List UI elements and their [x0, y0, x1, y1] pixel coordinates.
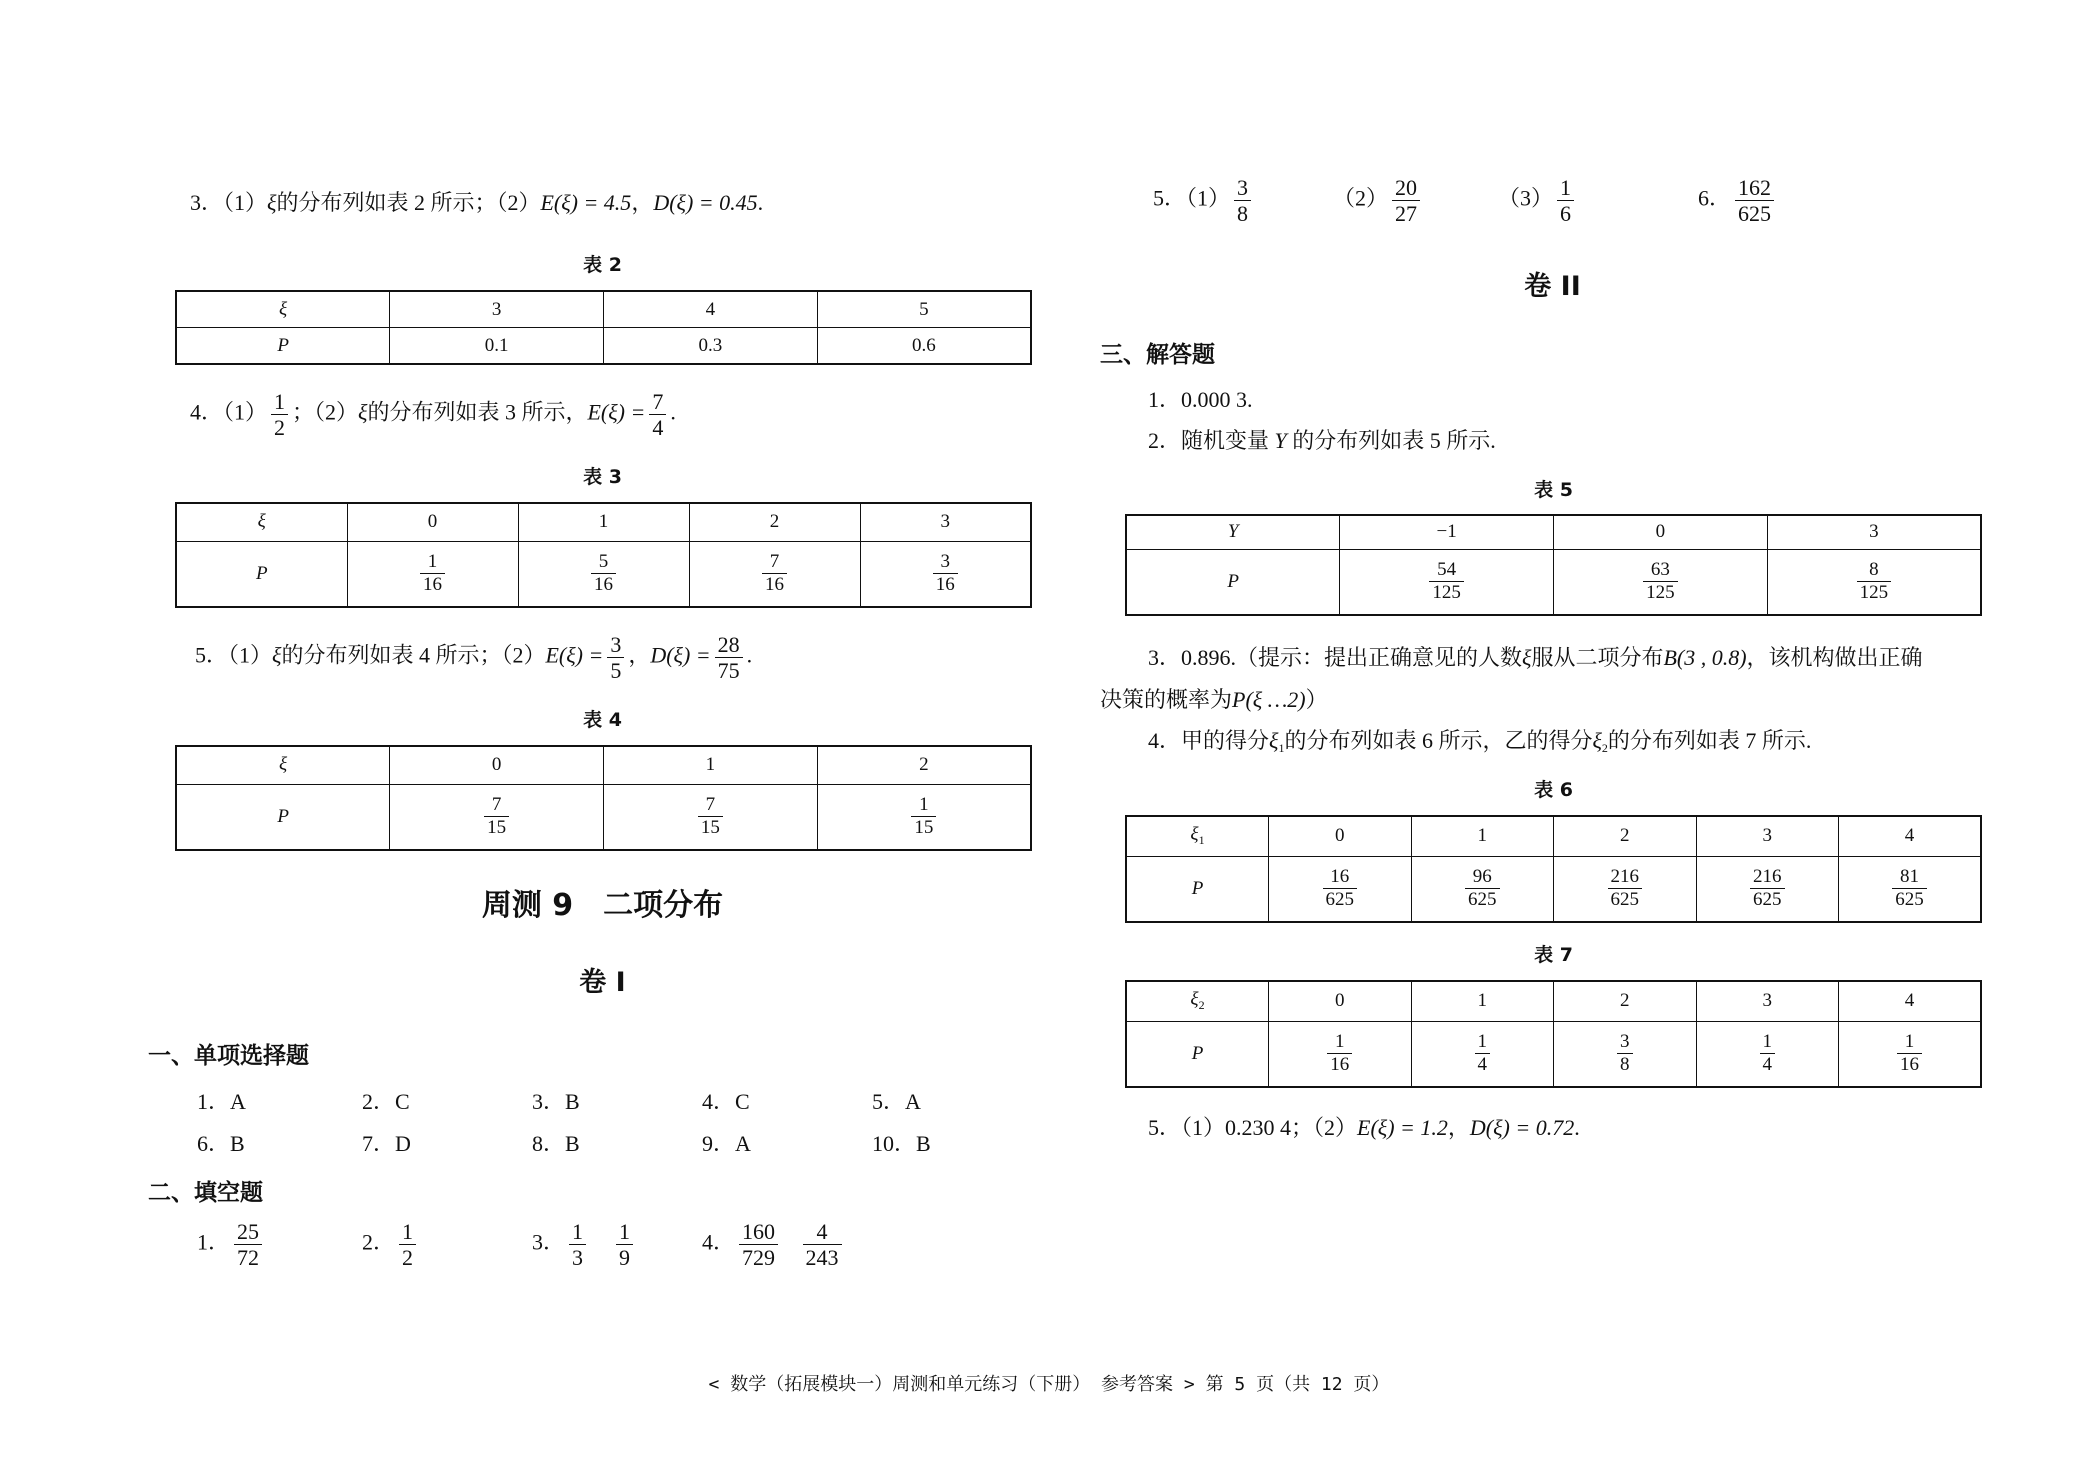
table-cell: [1340, 549, 1554, 615]
denominator: 6: [1560, 201, 1572, 227]
subscript: 2: [1601, 741, 1608, 755]
numerator: 7: [649, 390, 666, 415]
numerator: 1: [1557, 176, 1574, 201]
fraction: [1475, 1032, 1491, 1075]
numerator: 1: [271, 390, 288, 415]
item-text: ，该机构做出正确: [1746, 645, 1923, 670]
fraction: [1429, 560, 1464, 603]
table-cell: −1: [1340, 515, 1554, 549]
var-xi: ξ: [272, 642, 282, 668]
list-item: [362, 1220, 532, 1269]
item-prefix: 4．: [702, 1229, 736, 1255]
fraction: [1327, 1032, 1352, 1075]
item-prefix: 2．: [362, 1229, 396, 1255]
denominator: 5: [610, 658, 622, 684]
week-title: 周测 9 二项分布: [481, 888, 724, 923]
subscript: 2: [1198, 998, 1205, 1013]
variance: D(ξ) =: [650, 642, 711, 668]
section-solutions: 三、解答题: [1100, 342, 1215, 368]
denominator: 8: [1620, 1054, 1630, 1076]
table-cell: 3: [1696, 816, 1839, 856]
item-prefix: 3．: [532, 1229, 566, 1255]
table-cell: 2: [689, 503, 860, 541]
table-cell: [860, 541, 1031, 607]
fraction: [1750, 867, 1785, 910]
fraction: [1323, 867, 1358, 910]
answer-5-line: [195, 633, 752, 682]
answer-4-line: [190, 390, 676, 439]
fraction: [739, 1220, 778, 1269]
table-row: [1126, 981, 1981, 1021]
var-xi: ξ: [1522, 645, 1532, 670]
item-text: 5．（1）0.230 4；（2）: [1148, 1115, 1358, 1140]
table5: [1125, 514, 1982, 616]
fraction: [1760, 1032, 1776, 1075]
table-cell: [347, 541, 518, 607]
table4-caption: 表 4: [583, 709, 622, 731]
table-cell: [1411, 1021, 1554, 1087]
list-item: [532, 1220, 702, 1269]
table-cell: [1126, 816, 1269, 856]
var-xi-1: ξ: [1269, 728, 1279, 753]
numerator: 20: [1392, 176, 1420, 201]
numerator: 7: [698, 795, 723, 817]
item-text: ；（2）: [292, 399, 359, 425]
denominator: 625: [1610, 889, 1639, 911]
list-item: [1498, 176, 1698, 225]
separator: ，: [631, 190, 654, 215]
volume-2-heading: 卷 II: [1524, 271, 1581, 302]
solution-1: 1．0.000 3.: [1148, 387, 1253, 412]
period: .: [746, 642, 753, 668]
numerator: 160: [739, 1220, 778, 1245]
fraction: [271, 390, 288, 439]
numerator: 63: [1643, 560, 1678, 582]
solution-4: [1148, 726, 1811, 763]
fraction: [399, 1220, 416, 1269]
table-cell: [1554, 856, 1697, 922]
list-item: [1333, 176, 1498, 225]
table-cell: 0: [347, 503, 518, 541]
numerator: 3: [933, 552, 958, 574]
table-cell: [1696, 1021, 1839, 1087]
table-cell: 0: [1269, 981, 1412, 1021]
table-cell: 2: [1554, 816, 1697, 856]
numerator: 3: [607, 633, 624, 658]
fraction: [1643, 560, 1678, 603]
table-cell: [1696, 856, 1839, 922]
mc-answers-row-2: [197, 1127, 1047, 1158]
table-row: [176, 541, 1031, 607]
table-cell: [1839, 856, 1982, 922]
solution-3-line-2: [1100, 685, 1328, 715]
denominator: 125: [1432, 582, 1461, 604]
item-text: 的分布列如表 3 所示，: [367, 399, 588, 425]
table-cell: 4: [1839, 816, 1982, 856]
item-text: 的分布列如表 5 所示.: [1286, 428, 1496, 453]
probability-expr: P(ξ …2): [1232, 687, 1306, 712]
item-text: 2．随机变量: [1148, 428, 1275, 453]
denominator: 15: [487, 817, 507, 839]
table-cell: 5: [817, 291, 1031, 328]
numerator: 81: [1892, 867, 1927, 889]
table5-caption: 表 5: [1534, 479, 1573, 501]
subscript: 1: [1278, 741, 1285, 755]
numerator: 1: [1327, 1032, 1352, 1054]
fraction: [1892, 867, 1927, 910]
separator: ，: [1447, 1115, 1470, 1140]
var-xi: ξ: [358, 399, 368, 425]
denominator: 9: [619, 1245, 631, 1271]
table-cell: 0: [1554, 515, 1768, 549]
fraction: [1857, 560, 1892, 603]
table-cell: ξ: [176, 291, 390, 328]
fraction: [1897, 1032, 1922, 1075]
numerator: 28: [715, 633, 743, 658]
denominator: 16: [765, 574, 784, 596]
numerator: 1: [399, 1220, 416, 1245]
subscript: 1: [1198, 833, 1205, 848]
table-row: [1126, 515, 1981, 549]
volume-1-heading: 卷 I: [579, 967, 626, 998]
expectation: E(ξ) = 1.2: [1357, 1115, 1448, 1140]
fraction: [607, 633, 624, 682]
table-cell: ξ: [176, 503, 347, 541]
denominator: 625: [1738, 201, 1772, 227]
list-item: 4．C: [702, 1089, 750, 1114]
denominator: 75: [717, 658, 740, 684]
denominator: 2: [274, 415, 286, 441]
denominator: 2: [402, 1245, 414, 1271]
fraction: [1392, 176, 1420, 225]
period: .: [1574, 1115, 1580, 1140]
list-item: [1698, 176, 1838, 225]
var-xi: ξ: [1190, 824, 1199, 846]
denominator: 125: [1646, 582, 1675, 604]
table-cell: P: [176, 328, 390, 365]
denominator: 4: [1477, 1054, 1487, 1076]
expectation: E(ξ) = 4.5: [540, 190, 632, 215]
table-cell: [1126, 981, 1269, 1021]
table-row: [1126, 856, 1981, 922]
denominator: 15: [700, 817, 720, 839]
period: .: [757, 190, 764, 215]
fraction: [762, 552, 787, 595]
denominator: 625: [1895, 889, 1924, 911]
fraction: [616, 1220, 633, 1269]
table-cell: [390, 784, 604, 850]
table-row: [176, 784, 1031, 850]
numerator: 7: [762, 552, 787, 574]
table-cell: 3: [860, 503, 1031, 541]
item-text: 的分布列如表 6 所示，乙的得分: [1284, 728, 1593, 753]
section-single-choice: 一、单项选择题: [148, 1043, 309, 1069]
numerator: 1: [616, 1220, 633, 1245]
numerator: 1: [569, 1220, 586, 1245]
fraction: [1735, 176, 1774, 225]
section-fill-blank: 二、填空题: [148, 1180, 263, 1206]
list-item: 10．B: [872, 1131, 931, 1156]
numerator: 4: [803, 1220, 842, 1245]
table-cell: [1269, 856, 1412, 922]
item-text: 的分布列如表 4 所示；（2）: [281, 642, 546, 668]
table-cell: P: [1126, 1021, 1269, 1087]
item-prefix: （2）: [1333, 185, 1389, 211]
denominator: 3: [572, 1245, 584, 1271]
denominator: 125: [1859, 582, 1889, 604]
fraction: [234, 1220, 262, 1269]
variance: D(ξ) = 0.72: [1469, 1115, 1575, 1140]
item-prefix: 3．（1）: [190, 190, 268, 215]
item-text: 4．甲的得分: [1148, 728, 1270, 753]
denominator: 243: [805, 1245, 839, 1271]
table-cell: P: [176, 784, 390, 850]
table-cell: 1: [1411, 816, 1554, 856]
denominator: 16: [423, 574, 442, 596]
table-cell: Y: [1126, 515, 1340, 549]
mc-answers-row-1: [197, 1085, 1047, 1116]
table-row: [176, 291, 1031, 328]
table-row: [1126, 549, 1981, 615]
denominator: 4: [1762, 1054, 1772, 1076]
table-cell: 2: [1554, 981, 1697, 1021]
table-cell: 0.3: [604, 328, 818, 365]
item-text: ）: [1305, 687, 1328, 712]
table6: [1125, 815, 1982, 923]
denominator: 625: [1753, 889, 1782, 911]
fraction: [933, 552, 958, 595]
table7: [1125, 980, 1982, 1088]
table-cell: P: [176, 541, 347, 607]
table-cell: 3: [390, 291, 604, 328]
table-cell: [1839, 1021, 1982, 1087]
table7-caption: 表 7: [1534, 944, 1573, 966]
denominator: 4: [652, 415, 664, 441]
var-xi-2: ξ: [1592, 728, 1602, 753]
numerator: 16: [1323, 867, 1358, 889]
fraction: [484, 795, 509, 838]
solution-3-line-1: [1148, 643, 1923, 673]
numerator: 54: [1429, 560, 1464, 582]
table6-caption: 表 6: [1534, 779, 1573, 801]
table-cell: 3: [1696, 981, 1839, 1021]
item-prefix: 4．（1）: [190, 399, 268, 425]
fraction: [1608, 867, 1643, 910]
table-cell: 4: [1839, 981, 1982, 1021]
denominator: 8: [1237, 201, 1249, 227]
table-cell: P: [1126, 549, 1340, 615]
denominator: 27: [1395, 201, 1418, 227]
numerator: 7: [484, 795, 509, 817]
numerator: 3: [1617, 1032, 1633, 1054]
item-text: 的分布列如表 2 所示；（2）: [276, 190, 541, 215]
variance: D(ξ) = 0.45: [653, 190, 758, 215]
table-row: [176, 503, 1031, 541]
list-item: 6．B: [197, 1131, 245, 1156]
numerator: 1: [420, 552, 445, 574]
table-cell: [817, 784, 1031, 850]
table-cell: 4: [604, 291, 818, 328]
separator: ，: [628, 642, 651, 668]
table-cell: P: [1126, 856, 1269, 922]
numerator: 5: [591, 552, 616, 574]
table-cell: 2: [817, 746, 1031, 784]
numerator: 216: [1750, 867, 1785, 889]
fraction: [698, 795, 723, 838]
table-cell: 0.1: [390, 328, 604, 365]
numerator: 8: [1857, 560, 1892, 582]
item-text: 决策的概率为: [1100, 687, 1233, 712]
table-row: [1126, 1021, 1981, 1087]
fraction: [1465, 867, 1500, 910]
denominator: 15: [914, 817, 934, 839]
fraction: [649, 390, 666, 439]
table-cell: 1: [604, 746, 818, 784]
list-item: 3．B: [532, 1089, 580, 1114]
item-prefix: （3）: [1498, 185, 1554, 211]
solution-2: [1148, 426, 1496, 456]
table-row: [176, 746, 1031, 784]
numerator: 1: [1760, 1032, 1776, 1054]
denominator: 16: [935, 574, 955, 596]
fraction: [1617, 1032, 1633, 1075]
item-prefix: 5．（1）: [195, 642, 273, 668]
denominator: 625: [1325, 889, 1354, 911]
table-cell: [1411, 856, 1554, 922]
table-cell: [689, 541, 860, 607]
table-cell: 0.6: [817, 328, 1031, 365]
var-xi: ξ: [267, 190, 277, 215]
var-xi: ξ: [1190, 989, 1199, 1011]
fraction: [1234, 176, 1251, 225]
table-cell: ξ: [176, 746, 390, 784]
denominator: 16: [1900, 1054, 1919, 1076]
list-item: 7．D: [362, 1131, 411, 1156]
numerator: 1: [1897, 1032, 1922, 1054]
item-prefix: 6．: [1698, 185, 1732, 211]
fill-answers-row: [197, 1220, 1057, 1269]
fraction: [911, 795, 936, 838]
list-item: 2．C: [362, 1089, 410, 1114]
binomial-dist: B(3 , 0.8): [1663, 645, 1747, 670]
expectation: E(ξ) =: [545, 642, 604, 668]
page-footer: < 数学（拓展模块一）周测和单元练习（下册） 参考答案 > 第 5 页（共 12 页）: [708, 1374, 1390, 1395]
table-row: [1126, 816, 1981, 856]
numerator: 25: [234, 1220, 262, 1245]
answer-3-line: [190, 188, 763, 218]
numerator: 3: [1234, 176, 1251, 201]
table3-caption: 表 3: [583, 466, 622, 488]
table2-caption: 表 2: [583, 254, 622, 276]
fraction: [715, 633, 743, 682]
table-cell: 0: [1269, 816, 1412, 856]
table-cell: 0: [390, 746, 604, 784]
numerator: 162: [1735, 176, 1774, 201]
table-cell: [1269, 1021, 1412, 1087]
table-cell: [604, 784, 818, 850]
item-prefix: 5．: [1153, 185, 1187, 211]
period: .: [670, 399, 676, 425]
var-y: Y: [1274, 428, 1287, 453]
denominator: 16: [594, 574, 613, 596]
expectation: E(ξ) =: [587, 399, 646, 425]
item-prefix: （1）: [1186, 185, 1231, 211]
list-item: [1153, 176, 1333, 225]
table-row: [176, 328, 1031, 365]
table-cell: 1: [1411, 981, 1554, 1021]
list-item: 9．A: [702, 1131, 751, 1156]
denominator: 729: [742, 1245, 776, 1271]
item-text: 的分布列如表 7 所示.: [1607, 728, 1812, 753]
solution-5: [1148, 1113, 1580, 1143]
table3: [175, 502, 1032, 608]
denominator: 625: [1468, 889, 1497, 911]
item-prefix: 1．: [197, 1229, 231, 1255]
table-cell: [1767, 549, 1981, 615]
list-item: [197, 1220, 362, 1269]
item-text: 服从二项分布: [1531, 645, 1664, 670]
denominator: 72: [237, 1245, 260, 1271]
numerator: 1: [911, 795, 936, 817]
item-text: 3．0.896.（提示：提出正确意见的人数: [1148, 645, 1523, 670]
table4: [175, 745, 1032, 851]
fraction: [569, 1220, 586, 1269]
table-cell: [1554, 549, 1768, 615]
list-item: 8．B: [532, 1131, 580, 1156]
table-cell: [1554, 1021, 1697, 1087]
fill-answers-5-6: [1153, 176, 1853, 225]
numerator: 96: [1465, 867, 1500, 889]
fraction: [1557, 176, 1574, 225]
list-item: 5．A: [872, 1089, 921, 1114]
table-cell: [518, 541, 689, 607]
fraction: [591, 552, 616, 595]
list-item: [702, 1220, 952, 1269]
table-cell: 3: [1767, 515, 1981, 549]
denominator: 16: [1330, 1054, 1350, 1076]
list-item: 1．A: [197, 1089, 246, 1114]
table2: [175, 290, 1032, 365]
fraction: [803, 1220, 842, 1269]
table-cell: 1: [518, 503, 689, 541]
numerator: 1: [1475, 1032, 1491, 1054]
fraction: [420, 552, 445, 595]
numerator: 216: [1608, 867, 1643, 889]
